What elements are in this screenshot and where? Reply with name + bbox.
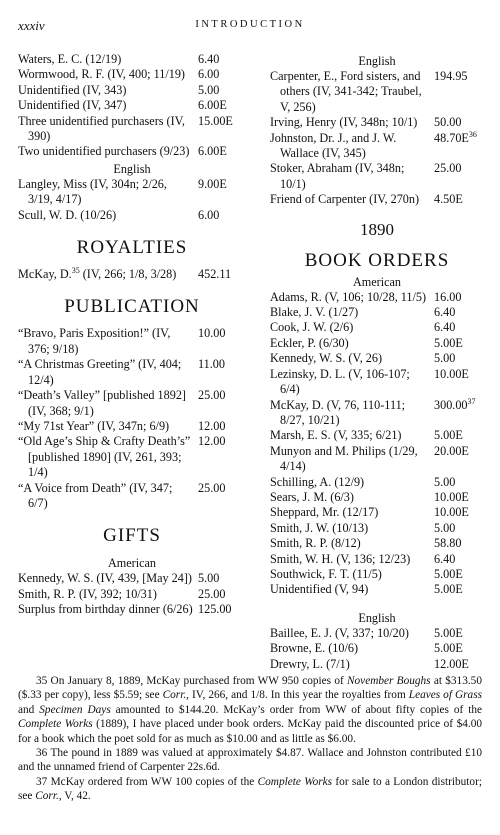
ledger-row (270, 475, 484, 490)
entry-name: “Death’s Valley” [published 1892] (IV, 368; 9/1) (18, 388, 186, 418)
ledger-row (270, 131, 484, 162)
gifts-list (18, 571, 246, 617)
entry-name: Cook, J. W. (2/6) (270, 320, 354, 335)
entry-name: Adams, R. (V, 106; 10/28, 11/5) (270, 289, 427, 304)
entry-name: Eckler, P. (6/30) (270, 335, 349, 350)
entry-name: “A Voice from Death” (IV, 347; 6/7) (18, 480, 173, 510)
ledger-row (18, 357, 246, 388)
ledger-row (270, 521, 484, 536)
entry-name: Stoker, Abraham (IV, 348n; 10/1) (270, 161, 405, 191)
entry-name: Friend of Carpenter (IV, 270n) (270, 192, 420, 207)
ledger-row (270, 290, 484, 305)
entry-name: Surplus from birthday dinner (6/26) (18, 602, 193, 617)
ledger-row (270, 444, 484, 475)
running-title: INTRODUCTION (195, 19, 305, 30)
entry-name: Unidentified (IV, 347) (18, 98, 127, 113)
royalty-name: McKay, D.$^{35}$ (IV, 266; 1/8, 3/28) (18, 266, 177, 282)
ledger-row (270, 320, 484, 335)
entry-amount: 16.00 (434, 289, 462, 304)
entry-amount: 5.00E (434, 566, 463, 581)
entry-amount: 6.00E (198, 144, 227, 159)
entry-amount: 300.00$^{37}$ (434, 396, 476, 412)
ledger-row (270, 536, 484, 551)
entry-amount: 25.00 (198, 586, 226, 601)
ledger-row (270, 505, 484, 520)
entry-name: “Bravo, Paris Exposition!” (IV, 376; 9/18) (18, 326, 171, 356)
ledger-row (270, 115, 484, 130)
book-orders-american-list (270, 290, 484, 598)
entry-name: Scull, W. D. (10/26) (18, 207, 117, 222)
entry-amount: 20.00E (434, 443, 469, 458)
entry-amount: 6.40 (434, 320, 456, 335)
ledger-row (270, 305, 484, 320)
ledger-row (18, 67, 246, 82)
entry-name: Irving, Henry (IV, 348n; 10/1) (270, 115, 418, 130)
entry-name: Sheppard, Mr. (12/17) (270, 505, 379, 520)
entry-amount: 12.00 (198, 418, 226, 433)
entry-amount: 25.00 (198, 388, 226, 403)
entry-amount: 12.00 (198, 434, 226, 449)
right-english-list (270, 69, 484, 208)
gifts-heading: GIFTS (103, 525, 161, 547)
book-orders-english-list (270, 626, 484, 672)
entry-name: “Old Age’s Ship & Crafty Death’s” [published 1890] (IV, 261, 393; 1/4) (18, 434, 191, 480)
royalties-heading: ROYALTIES (76, 237, 188, 259)
ledger-row (18, 419, 246, 434)
entry-amount: 6.40 (198, 52, 220, 66)
entry-amount: 12.00E (434, 656, 469, 671)
footnote: 36 The pound in 1889 was valued at approximately $4.87. Wallace and Johnston contributed £10 and the unnamed friend of Carpenter 22s.6d. (18, 747, 482, 774)
entry-amount: 25.00 (434, 161, 462, 176)
ledger-row (18, 208, 246, 223)
ledger-row (270, 69, 484, 115)
entry-amount: 10.00 (198, 326, 226, 341)
entry-amount: 25.00 (198, 480, 226, 495)
publication-list (18, 326, 246, 511)
entry-name: “A Christmas Greeting” (IV, 404; 12/4) (18, 357, 182, 387)
entry-name: Waters, E. C. (12/19) (18, 52, 122, 66)
page-number: xxxiv (18, 18, 45, 33)
entry-name: Sears, J. M. (6/3) (270, 489, 354, 504)
entry-amount: 10.00E (434, 366, 469, 381)
entry-amount: 5.00 (198, 82, 220, 97)
royalty-amount: 452.11 (198, 267, 232, 282)
entry-amount: 11.00 (198, 357, 225, 372)
left-column (18, 52, 246, 618)
entry-amount: 6.40 (434, 305, 456, 320)
entry-amount: 5.00 (434, 520, 456, 535)
entry-name: Drewry, L. (7/1) (270, 656, 350, 671)
entry-name: Smith, J. W. (10/13) (270, 520, 369, 535)
ledger-row (18, 144, 246, 159)
entry-name: Smith, R. P. (IV, 392; 10/31) (18, 586, 157, 601)
entry-amount: 5.00E (434, 582, 463, 597)
entry-name: Baillee, E. J. (V, 337; 10/20) (270, 625, 409, 640)
entry-amount: 9.00E (198, 176, 227, 191)
entry-amount: 10.00E (434, 489, 469, 504)
entry-name: Schilling, A. (12/9) (270, 474, 365, 489)
entry-amount: 4.50E (434, 192, 463, 207)
entry-name: Langley, Miss (IV, 304n; 2/26, 3/19, 4/17) (18, 176, 167, 207)
entry-name: Kennedy, W. S. (IV, 439, [May 24]) (18, 571, 192, 586)
ledger-row (270, 351, 484, 366)
entry-amount: 50.00 (434, 115, 462, 130)
ledger-row (270, 657, 484, 672)
entry-amount: 5.00 (434, 351, 456, 366)
entry-name: Marsh, E. S. (V, 335; 6/21) (270, 428, 402, 443)
ledger-row (18, 177, 246, 208)
entry-name: Browne, E. (10/6) (270, 641, 359, 656)
publication-heading: PUBLICATION (64, 296, 200, 318)
entry-name: Unidentified (V, 94) (270, 582, 369, 597)
entry-amount: 10.00E (434, 505, 469, 520)
ledger-row (270, 192, 484, 207)
entry-name: Unidentified (IV, 343) (18, 82, 127, 97)
entry-name: Smith, W. H. (V, 136; 12/23) (270, 551, 411, 566)
ledger-row (18, 388, 246, 419)
right-column (270, 52, 484, 672)
ledger-row (18, 587, 246, 602)
ledger-row (270, 367, 484, 398)
entry-amount: 5.00 (434, 474, 456, 489)
english-subheading: English (358, 54, 396, 68)
page-header (18, 18, 482, 34)
entry-amount: 5.00E (434, 641, 463, 656)
entry-amount: 194.95 (434, 69, 468, 83)
footnote-marker: 36 (468, 129, 477, 139)
ledger-row (18, 434, 246, 480)
entry-amount: 6.00E (198, 98, 227, 113)
ledger-row (270, 490, 484, 505)
footnote: 37 McKay ordered from WW 100 copies of the Complete Works for sale to a London distributor; see Corr., V, 42. (18, 775, 482, 803)
left-top-list (18, 52, 246, 160)
english-subheading: English (113, 161, 151, 176)
ledger-row (270, 626, 484, 641)
american-subheading: American (352, 274, 402, 289)
left-english-list (18, 177, 246, 223)
ledger-row (270, 161, 484, 192)
entry-amount: 125.00 (198, 602, 232, 617)
entry-name: Southwick, F. T. (11/5) (270, 566, 382, 581)
entry-name: Lezinsky, D. L. (V, 106-107; 6/4) (270, 366, 410, 397)
footnote: 35 On January 8, 1889, McKay purchased from WW 950 copies of November Boughs at $313.50 ($.33 per copy), less $5.59; see Corr., IV, 266, and 1/8. In this year the royalties from Leaves of Grass and Specimen Days amounted to $144.20. McKay’s order from WW of about fifty copies of the Complete Works (1889), I have placed under book orders. McKay paid the discounted price of $4.00 for a book which the poet sold for as much as $10.00 and as little as $6.00. (18, 675, 483, 745)
ledger-row (270, 428, 484, 443)
ledger-row (270, 567, 484, 582)
entry-amount: 5.00E (434, 335, 463, 350)
entry-amount: $48.70E^{36}$ (434, 129, 477, 145)
entry-amount: 5.00E (434, 428, 463, 443)
entry-amount: 6.40 (434, 551, 456, 566)
ledger-row (270, 641, 484, 656)
ledger-row (18, 326, 246, 357)
american-subheading: American (107, 556, 157, 571)
ledger-row (270, 336, 484, 351)
footnote-marker: 37 (467, 396, 476, 406)
ledger-row (18, 83, 246, 98)
ledger-row (270, 582, 484, 597)
royalty-row (18, 267, 246, 282)
entry-amount: 58.80 (434, 536, 462, 551)
ledger-row (18, 602, 246, 617)
entry-amount: 15.00E (198, 113, 233, 128)
year-heading: 1890 (360, 219, 394, 239)
ledger-row (18, 114, 246, 145)
entry-name: McKay, D. (V, 76, 110-111; 8/27, 10/21) (270, 397, 406, 427)
entry-amount: 6.00 (198, 67, 220, 82)
entry-name: Wormwood, R. F. (IV, 400; 11/19) (18, 67, 185, 82)
ledger-row (18, 52, 246, 67)
footnotes (18, 674, 482, 804)
ledger-row (270, 552, 484, 567)
entry-name: “My 71st Year” (IV, 347n; 6/9) (18, 418, 170, 433)
entry-amount: 5.00E (434, 625, 463, 640)
entry-name: Kennedy, W. S. (V, 26) (270, 351, 383, 366)
entry-name: Two unidentified purchasers (9/23) (18, 144, 190, 159)
entry-name: Smith, R. P. (8/12) (270, 536, 361, 551)
english-subheading: English (358, 610, 396, 625)
entry-name: Blake, J. V. (1/27) (270, 305, 359, 320)
entry-name: Three unidentified purchasers (IV, 390) (18, 113, 185, 144)
entry-name: Carpenter, E., Ford sisters, and others (IV, 341-342; Traubel, V, 256) (270, 69, 422, 114)
ledger-row (18, 481, 246, 512)
ledger-row (18, 98, 246, 113)
entry-name: Johnston, Dr. J., and J. W. Wallace (IV, 345) (270, 130, 397, 161)
book-orders-heading: BOOK ORDERS (304, 249, 450, 271)
ledger-row (270, 398, 484, 429)
ledger-row (18, 571, 246, 586)
entry-name: Munyon and M. Philips (1/29, 4/14) (270, 443, 418, 474)
entry-amount: 5.00 (198, 571, 220, 586)
entry-amount: 6.00 (198, 207, 220, 222)
